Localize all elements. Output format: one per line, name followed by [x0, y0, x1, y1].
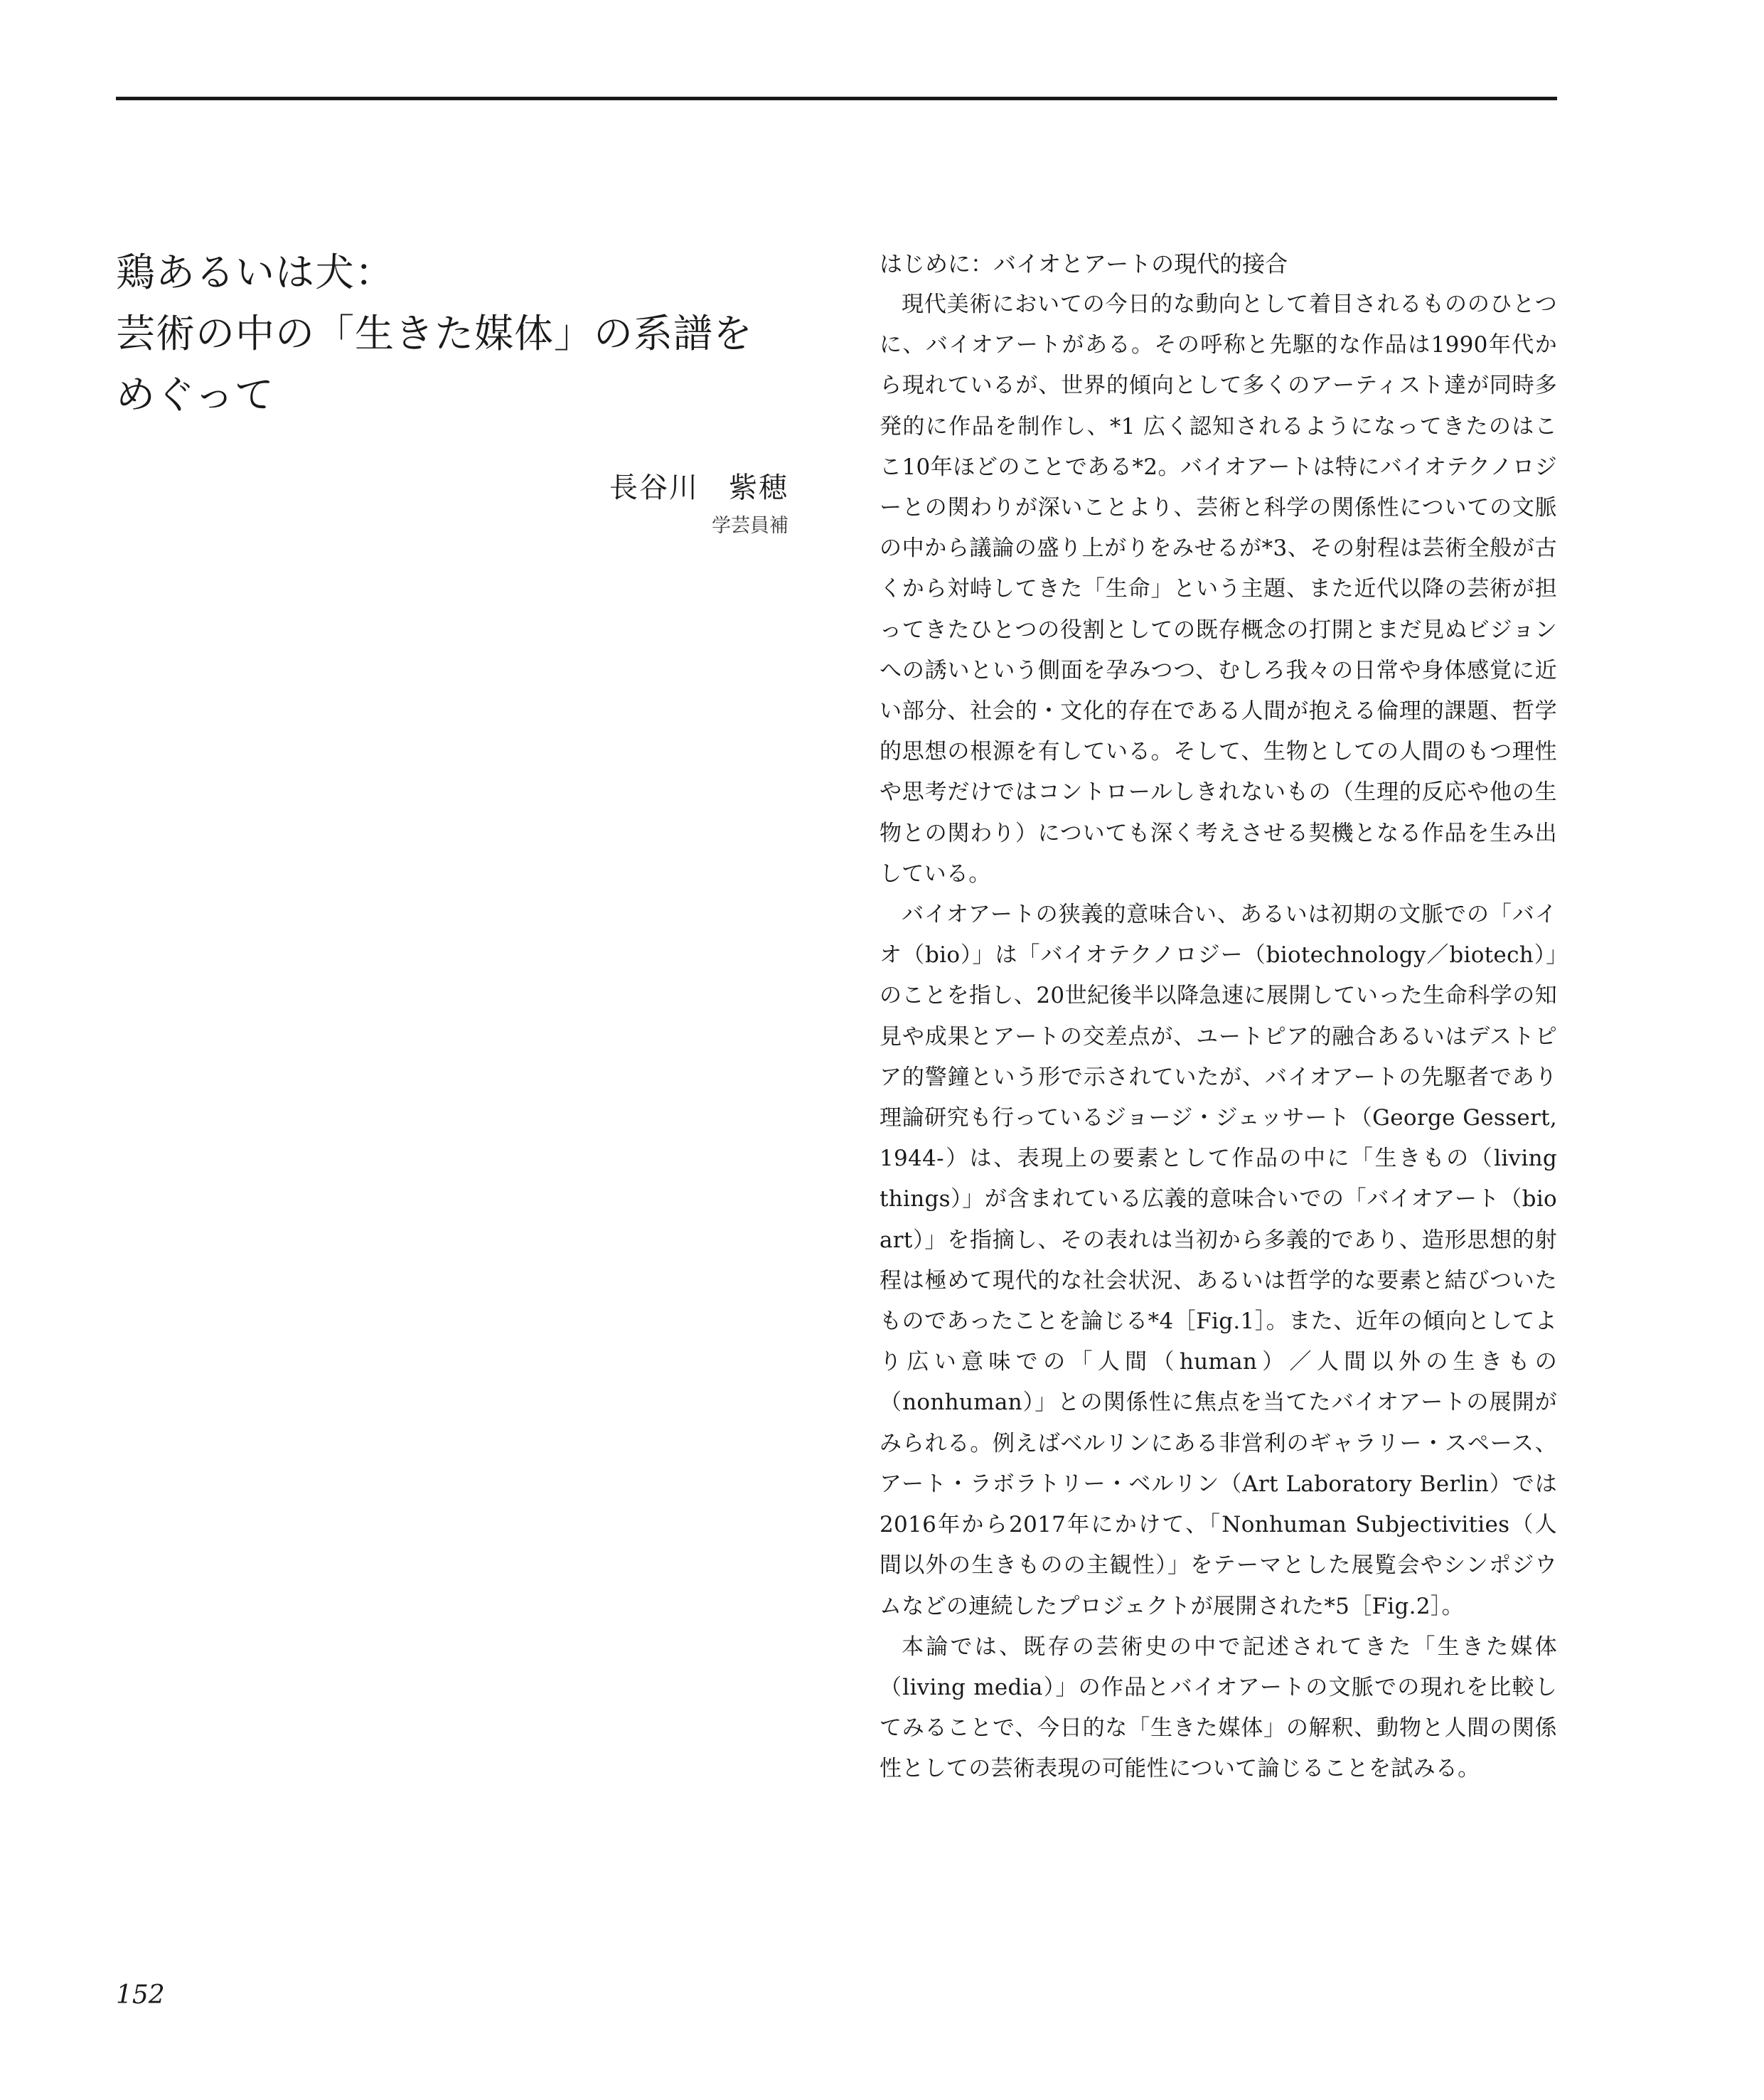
section-heading: はじめに：バイオとアートの現代的接合 — [880, 250, 1288, 277]
author-name: 長谷川 紫穂 — [609, 471, 789, 504]
title-line-2: 芸術の中の「生きた媒体」の系譜を — [116, 311, 754, 356]
author-role: 学芸員補 — [712, 515, 789, 537]
header-rule — [116, 97, 1557, 100]
body-paragraph-2: バイオアートの狭義的意味合い、あるいは初期の文脈での「バイオ（bio）」は「バイオテクノロジー（biotechnology／biotech）」のことを指し、20世紀後半以降急速に展開していった生命科学の知見や成果とアートの交差点が、ユートピア的融合あるいはデストピア的警鐘という形で示されていたが、バイオアートの先駆者であり理論研究も行っているジョージ・ジェッサート（George Gessert, 1944-）は、表現上の要素として作品の中に「生きもの（living things）」が含まれている広義的意味合いでの「バイオアート（bio art）」を指摘し、その表れは当初から多義的であり、造形思想的射程は極めて現代的な社会状況、あるいは哲学的な要素と結びついたものであったことを論じる*4［Fig.1］。また、近年の傾向としてより広い意味での「人間（human）／人間以外の生きもの（nonhuman）」との関係性に焦点を当てたバイオアートの展開がみられる。例えばベルリンにある非営利のギャラリー・スペース、アート・ラボラトリー・ベルリン（Art Laboratory Berlin）では2016年から2017年にかけて、「Nonhuman Subjectivities（人間以外の生きものの主観性）」をテーマとした展覧会やシンポジウムなどの連続したプロジェクトが展開された*5［Fig.2］。 — [880, 902, 1557, 1619]
author-block — [609, 468, 789, 540]
page-number: 152 — [116, 1981, 165, 2010]
article-title — [116, 242, 827, 425]
title-line-1: 鶏あるいは犬： — [116, 250, 395, 295]
body-paragraph-1: 現代美術においての今日的な動向として着目されるもののひとつに、バイオアートがある。その呼称と先駆的な作品は1990年代から現れているが、世界的傾向として多くのアーティスト達が同時多発的に作品を制作し、*1 広く認知されるようになってきたのはここ10年ほどのことである*2。バイオアートは特にバイオテクノロジーとの関わりが深いことより、芸術と科学の関係性についての文脈の中から議論の盛り上がりをみせるが*3、その射程は芸術全般が古くから対峙してきた「生命」という主題、また近代以降の芸術が担ってきたひとつの役割としての既存概念の打開とまだ見ぬビジョンへの誘いという側面を孕みつつ、むしろ我々の日常や身体感覚に近い部分、社会的・文化的存在である人間が抱える倫理的課題、哲学的思想の根源を有している。そして、生物としての人間のもつ理性や思考だけではコントロールしきれないもの（生理的反応や他の生物との関わり）についても深く考えさせる契機となる作品を生み出している。 — [880, 292, 1557, 887]
title-line-3: めぐって — [116, 372, 274, 417]
body-column — [880, 243, 1557, 1790]
body-paragraph-3: 本論では、既存の芸術史の中で記述されてきた「生きた媒体（living media）」の作品とバイオアートの文脈での現れを比較してみることで、今日的な「生きた媒体」の解釈、動物と人間の関係性としての芸術表現の可能性について論じることを試みる。 — [880, 1633, 1557, 1782]
